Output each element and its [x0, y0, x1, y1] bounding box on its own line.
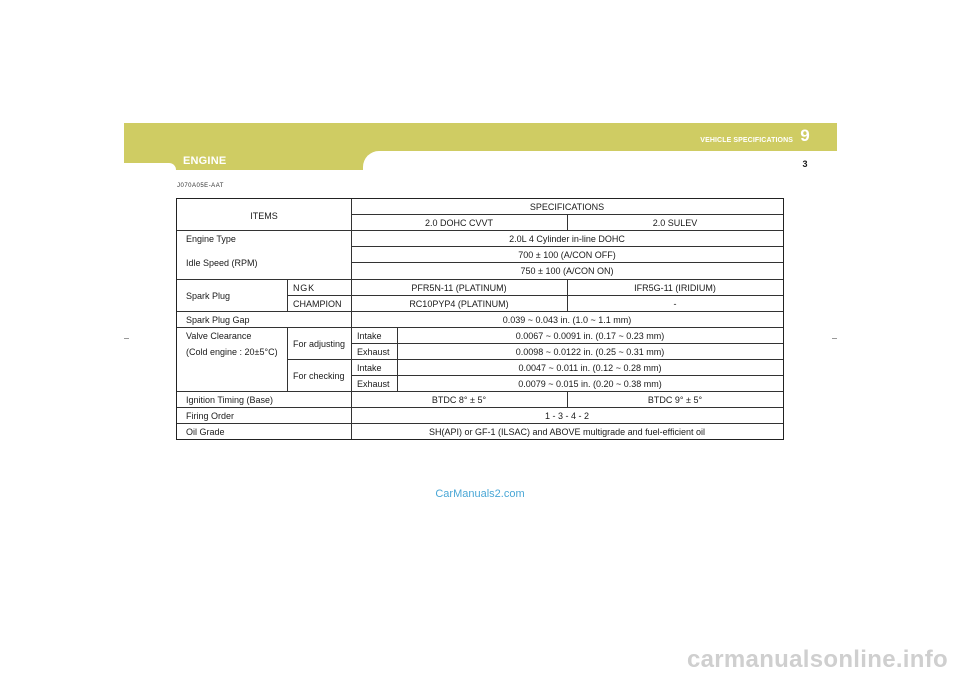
row-divider — [351, 343, 783, 344]
page-number: 3 — [790, 157, 820, 171]
crop-mark-right — [832, 338, 837, 339]
label-spark-plug: Spark Plug — [186, 291, 231, 301]
watermark-link[interactable]: CarManuals2.com — [435, 488, 525, 500]
row-divider — [177, 230, 783, 231]
value-ignition-variant-1: BTDC 8° ± 5° — [431, 395, 487, 405]
crop-mark-left — [124, 338, 129, 339]
row-divider — [351, 246, 783, 247]
value-idle-ac-on: 750 ± 100 (A/CON ON) — [520, 266, 614, 276]
column-divider — [287, 279, 288, 311]
label-adjust-exhaust: Exhaust — [357, 347, 390, 357]
footer-site-watermark: carmanualsonline.info — [686, 646, 948, 673]
row-divider — [177, 391, 783, 392]
chapter-label: VEHICLE SPECIFICATIONS — [700, 137, 793, 144]
label-engine-type: Engine Type — [186, 234, 236, 244]
section-title: ENGINE — [183, 155, 227, 167]
row-divider — [177, 279, 783, 280]
value-ignition-variant-2: BTDC 9° ± 5° — [647, 395, 703, 405]
row-divider — [177, 327, 783, 328]
header-variant-1: 2.0 DOHC CVVT — [424, 218, 493, 228]
row-divider — [287, 295, 783, 296]
label-oil-grade: Oil Grade — [186, 427, 225, 437]
label-idle-speed: Idle Speed (RPM) — [186, 258, 258, 268]
value-ngk-variant-1: PFR5N-11 (PLATINUM) — [411, 283, 507, 293]
row-divider — [177, 311, 783, 312]
row-divider — [351, 375, 783, 376]
label-valve-clearance: Valve Clearance — [186, 331, 252, 341]
label-firing-order: Firing Order — [186, 411, 235, 421]
header-items: ITEMS — [250, 211, 278, 221]
value-adjust-exhaust: 0.0098 ~ 0.0122 in. (0.25 ~ 0.31 mm) — [515, 347, 665, 357]
label-adjust-intake: Intake — [357, 331, 382, 341]
engine-spec-table — [176, 198, 784, 440]
label-check-intake: Intake — [357, 363, 382, 373]
label-check-exhaust: Exhaust — [357, 379, 390, 389]
label-spark-brand-champion: CHAMPION — [293, 299, 342, 309]
value-idle-ac-off: 700 ± 100 (A/CON OFF) — [518, 250, 616, 260]
header-band-notch — [124, 163, 176, 170]
chapter-number: 9 — [800, 126, 810, 145]
header-specifications: SPECIFICATIONS — [529, 202, 605, 212]
value-check-intake: 0.0047 ~ 0.011 in. (0.12 ~ 0.28 mm) — [518, 363, 662, 373]
value-oil-grade: SH(API) or GF-1 (ILSAC) and ABOVE multigrade and fuel-efficient oil — [429, 427, 705, 437]
label-spark-brand-ngk: NGK — [293, 283, 315, 293]
value-ngk-variant-2: IFR5G-11 (IRIDIUM) — [634, 283, 716, 293]
header-band-cutout — [363, 151, 837, 170]
label-for-adjusting: For adjusting — [293, 339, 346, 349]
value-champion-variant-1: RC10PYP4 (PLATINUM) — [409, 299, 509, 309]
value-check-exhaust: 0.0079 ~ 0.015 in. (0.20 ~ 0.38 mm) — [518, 379, 662, 389]
label-valve-condition: (Cold engine : 20±5°C) — [186, 347, 278, 357]
label-spark-plug-gap: Spark Plug Gap — [186, 315, 250, 325]
value-spark-plug-gap: 0.039 ~ 0.043 in. (1.0 ~ 1.1 mm) — [502, 315, 632, 325]
label-ignition-timing: Ignition Timing (Base) — [186, 395, 274, 405]
row-divider — [351, 262, 783, 263]
value-adjust-intake: 0.0067 ~ 0.0091 in. (0.17 ~ 0.23 mm) — [515, 331, 665, 341]
document-code: J070A05E-AAT — [177, 183, 224, 189]
value-engine-type: 2.0L 4 Cylinder in-line DOHC — [509, 234, 625, 244]
header-variant-2: 2.0 SULEV — [652, 218, 698, 228]
column-divider — [287, 327, 288, 391]
value-champion-variant-2: - — [673, 299, 677, 309]
row-divider — [177, 423, 783, 424]
row-divider — [287, 359, 783, 360]
label-for-checking: For checking — [293, 371, 345, 381]
row-divider — [177, 407, 783, 408]
value-firing-order: 1 - 3 - 4 - 2 — [544, 411, 589, 421]
